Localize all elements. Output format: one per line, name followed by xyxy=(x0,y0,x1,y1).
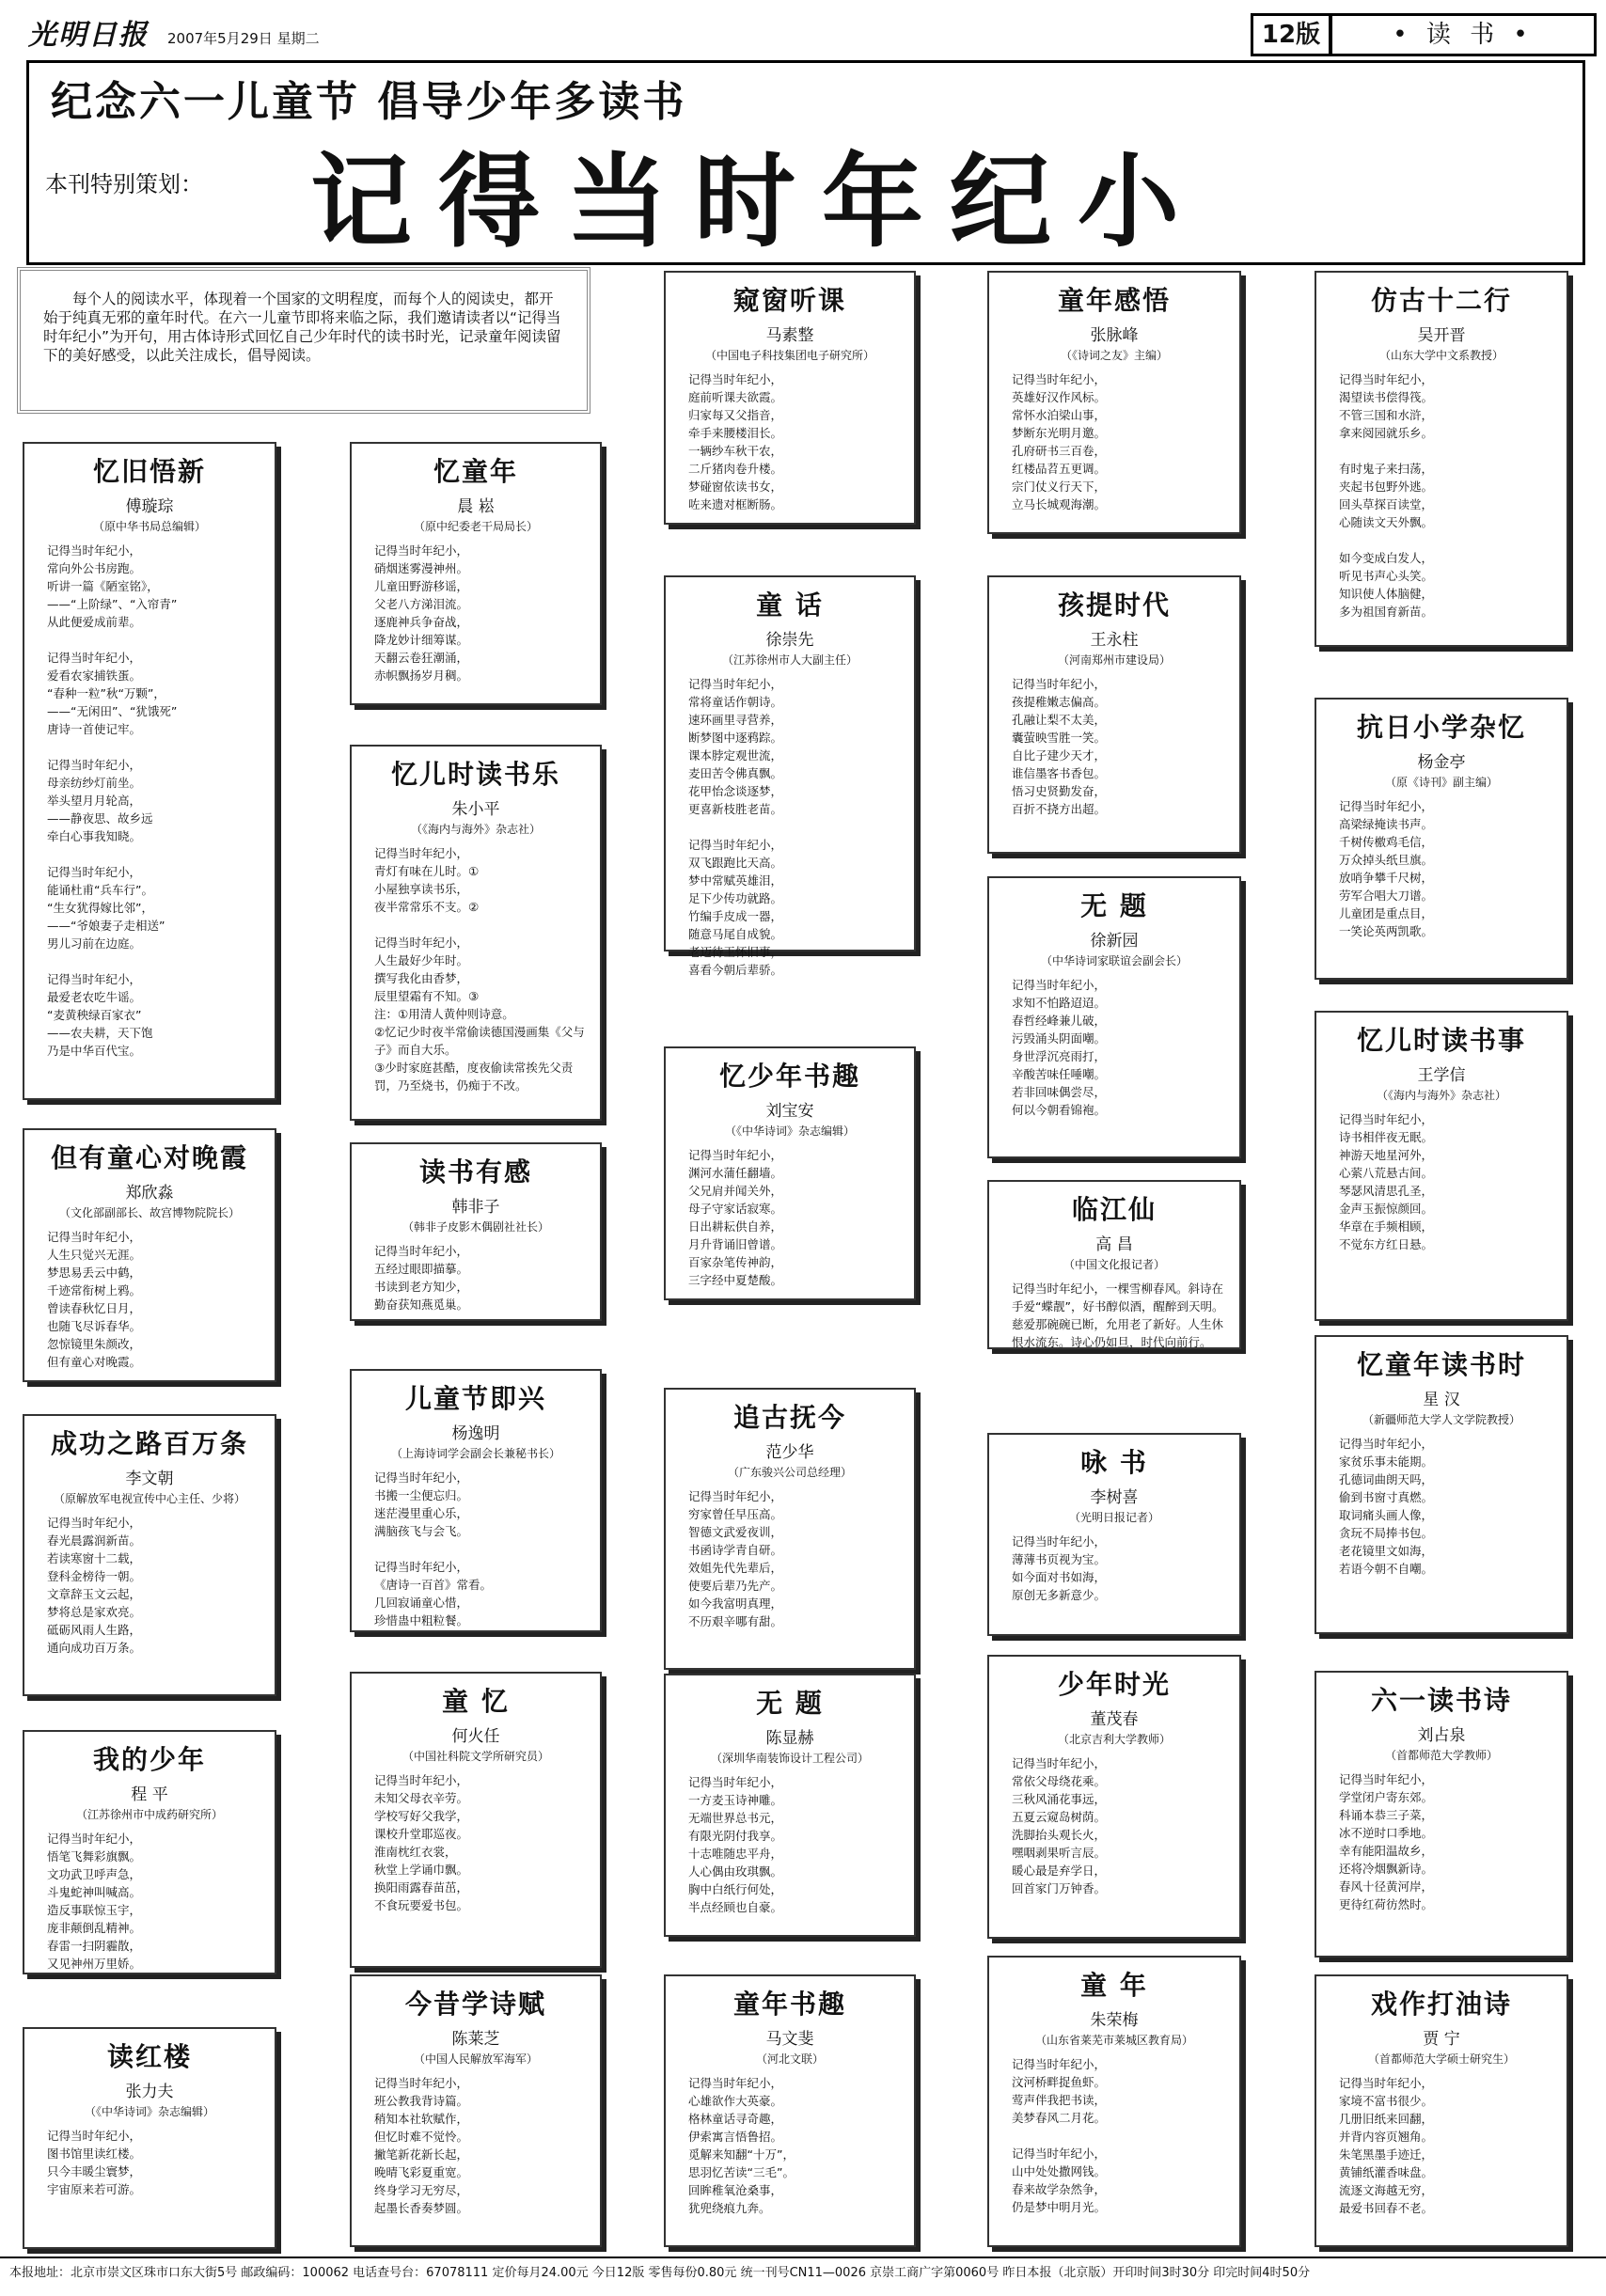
poem-box xyxy=(664,271,916,525)
poem-affiliation: （中国人民解放军海军） xyxy=(413,2052,538,2066)
poem-body: 记得当时年纪小， 薄薄书页视为宝。 如今面对书如海， 原创无多新意少。 xyxy=(1012,1534,1107,1602)
poem-box xyxy=(987,1956,1241,2247)
poem-box xyxy=(350,1974,602,2247)
poem-body: 记得当时年纪小， 汶河桥畔捉鱼虾。 莺声伴我把书读， 美梦春风二月花。 记得当时年纪小， 山中处处撒网钱。 春来故学杂然争， 仍是梦中明月光。 xyxy=(1012,2057,1107,2214)
poem-affiliation: （原解放军电视宣传中心主任、少将） xyxy=(53,1492,245,1505)
poem-affiliation: （中华诗词家联谊会副会长） xyxy=(1040,954,1188,967)
poem-title: 窥窗听课 xyxy=(732,285,846,316)
poem-box xyxy=(1315,1011,1568,1321)
poem-affiliation: （原中华书局总编辑） xyxy=(92,520,206,533)
poem-box xyxy=(23,442,276,1100)
poem-title: 忆童年 xyxy=(433,456,518,487)
poem-affiliation: （河北文联） xyxy=(755,2052,824,2066)
poem-affiliation: （江苏徐州市中成药研究所） xyxy=(75,1808,223,1821)
poem-title: 儿童节即兴 xyxy=(404,1383,546,1414)
poem-author: 韩非子 xyxy=(451,1198,500,1217)
poem-author: 何火任 xyxy=(451,1727,500,1746)
poem-affiliation: （《诗词之友》主编） xyxy=(1060,349,1168,362)
poem-box xyxy=(664,1046,916,1300)
poem-affiliation: （《海内与海外》杂志社） xyxy=(1376,1089,1506,1102)
poem-affiliation: （中国社科院文学所研究员） xyxy=(402,1750,549,1763)
poem-affiliation: （河南郑州市建设局） xyxy=(1057,653,1171,667)
poem-title: 孩提时代 xyxy=(1057,590,1171,621)
poem-affiliation: （中国电子科技集团电子研究所） xyxy=(704,349,874,362)
poem-box xyxy=(350,745,602,1121)
poem-author: 马文斐 xyxy=(765,2030,814,2049)
poem-body: 记得当时年纪小， 常向外公书房跑。 听讲一篇《陋室铭》， ——“上阶绿”、“入帘青” 从此便爱成前辈。 记得当时年纪小， 爱看农家捕铁蛋。 “春种一粒”秋“万颗”， ——“无闲田”、“犹饿死” 唐诗一首使记牢。 记得当时年纪小， 母亲纺纱灯前坐。 举头望月月轮高， ——静夜思、故乡远 牵白心事我知晓。 记得当时年纪小， 能诵杜甫“兵车行”。 “生女犹得嫁比邻”， ——“爷娘妻子走相送” 男儿习前在边庭。 记得当时年纪小， 最爱老农吃牛谣。 “麦黄秧绿百家衣” ——农夫耕，天下饱 乃是中华百代宝。 xyxy=(47,543,178,1058)
poem-box xyxy=(664,1974,916,2247)
poem-box xyxy=(664,575,916,977)
poem-author: 刘占泉 xyxy=(1417,1726,1466,1745)
poem-box xyxy=(23,1128,276,1382)
poem-title: 童年书趣 xyxy=(732,1989,846,2020)
poem-author: 张力夫 xyxy=(125,2083,174,2101)
poem-body: 记得当时年纪小， 青灯有味在儿时。① 小屋独享读书乐， 夜半常常乐不支。② 记得当时年纪小， 人生最好少年时。 撰写我化由香梦， 辰里望霜有不知。③ 注：①用清人黄仲则诗意。 ②忆记少时夜半常偷读德国漫画集《父与子》而自大乐。 ③少时家庭甚酷，度夜偷读常挨先父责罚，乃至烧书，仍痴于不改。 xyxy=(374,846,585,1093)
poem-box xyxy=(350,1369,602,1632)
poem-box xyxy=(664,1388,916,1670)
poem-box xyxy=(350,1672,602,1968)
poem-title: 六一读书诗 xyxy=(1370,1685,1512,1716)
poem-author: 徐新园 xyxy=(1090,932,1139,951)
poem-box xyxy=(23,2027,276,2249)
poem-box xyxy=(987,1655,1241,1939)
poem-author: 徐崇先 xyxy=(765,631,814,650)
poem-body: 记得当时年纪小， 高梁绿掩读书声。 千树传檄鸡毛信， 万众掉头纸旦旗。 放哨争攀千尺树， 劳军合唱大刀谱。 儿童团是重点目， 一笑论英两凯歌。 xyxy=(1339,799,1434,938)
issue-date: 2007年5月29日 星期二 xyxy=(167,30,320,47)
poem-box xyxy=(350,1142,602,1321)
poem-title: 少年时光 xyxy=(1057,1669,1171,1700)
poem-title: 我的少年 xyxy=(92,1744,206,1775)
poem-title: 今昔学诗赋 xyxy=(404,1989,546,2020)
poem-author: 朱小平 xyxy=(451,800,500,819)
poem-body: 记得当时年纪小， 常依父母绕花乘。 三秋风涌花事远， 五夏云窥岛树荫。 洗脚抬头观长火， 嘿咽剥果听言辰。 暖心最是弃学日， 回首家门万钟香。 xyxy=(1012,1756,1107,1895)
poem-title: 读红楼 xyxy=(106,2041,192,2072)
poem-box xyxy=(23,1414,276,1696)
poem-author: 张脉峰 xyxy=(1090,326,1139,345)
poem-body: 记得当时年纪小， 求知不怕路迢迢。 春哲经峰兼儿破， 污毁涌头阴面嘲。 身世浮沉亮雨打， 辛酸苦味任唾嘲。 若非回味偶尝尽， 何以今朝看锦袍。 xyxy=(1012,978,1107,1117)
poem-author: 高 昌 xyxy=(1095,1235,1133,1254)
poem-affiliation: （韩非子皮影木偶剧社社长） xyxy=(402,1220,549,1234)
poem-body: 记得当时年纪小， 学堂闭户寄东郊。 科诵本恭三子菜， 冰不逆时口季地。 幸有能阳温故乡， 还将冷烟飘新诗。 春风十径黄河岸， 更待红荷彷然时。 xyxy=(1339,1772,1434,1911)
poem-affiliation: （北京吉利大学教师） xyxy=(1057,1733,1171,1746)
poem-affiliation: （《中华诗词》杂志编辑） xyxy=(724,1124,855,1138)
page-title: 记得当时年纪小 xyxy=(310,143,1206,261)
poem-affiliation: （《海内与海外》杂志社） xyxy=(410,823,541,836)
poem-box xyxy=(987,1433,1241,1636)
poem-title: 童 忆 xyxy=(442,1686,510,1717)
poem-body: 记得当时年纪小，一棵雪柳春风。斜诗在手爱“蝶靓”，好书醇似酒，醒醉到天明。 慈爱那碗碗已断，允用老了新好。人生休恨水流东。诗心仍如旦，时代向前行。 xyxy=(1012,1282,1224,1349)
poem-title: 忆儿时读书乐 xyxy=(390,759,560,790)
poem-affiliation: （原中纪委老干局局长） xyxy=(413,520,538,533)
poem-title: 童 年 xyxy=(1080,1970,1148,2001)
poem-affiliation: （山东大学中文系教授） xyxy=(1378,349,1504,362)
intro-text: 每个人的阅读水平，体现着一个国家的文明程度，而每个人的阅读史，都开始于纯真无邪的童年时代。在六一儿童节即将来临之际，我们邀请读者以“记得当时年纪小”为开句，用古体诗形式回忆自己少年时代的读书时光，记录童年阅读留下的美好感受，以此关注成长，倡导阅读。 xyxy=(17,267,590,414)
poem-author: 范少华 xyxy=(765,1443,814,1462)
poem-affiliation: （江苏徐州市人大副主任） xyxy=(721,653,858,667)
poem-author: 郑欣淼 xyxy=(125,1184,174,1203)
poem-body: 记得当时年纪小， 渊河水蒲任翻墙。 父兄肩并闻关外， 母子守家话寂寒。 日出耕耘供自养， 月升背诵旧曾谱。 百家杂笔传神韵， 三字经中夏楚酸。 xyxy=(688,1148,783,1287)
poem-author: 吴开晋 xyxy=(1417,326,1466,345)
poem-body: 记得当时年纪小， 常将童话作朝诗。 速环画里寻营养， 断梦图中逐鸦踪。 课本脖定观世流， 麦田苦令佛真飘。 花甲怡念谈逐梦， 更喜新枝胜老苗。 记得当时年纪小， 双飞跟跑比天高。 梦中常赋英雄泪， 足下少传功就路。 竹编手皮成一器， 随意马尾自成貌。 老迈待王怀旧事， 喜看今朝后辈骄。 xyxy=(688,677,783,977)
newspaper-logo: 光明日报 xyxy=(28,19,149,52)
poem-body: 记得当时年纪小， 五经过眼即描摹。 书读到老方知少， 勤奋获知燕觅巢。 xyxy=(374,1244,469,1312)
poem-affiliation: （广东骏兴公司总经理） xyxy=(727,1466,852,1479)
poem-title: 童年感悟 xyxy=(1057,285,1171,316)
poem-author: 晨 崧 xyxy=(457,497,495,516)
poem-body: 记得当时年纪小， 人生只觉兴无涯。 梦思易丢云中鹤， 千迹常衔树上鸦。 曾读春秋忆日月， 也随飞尽诉春华。 忽惊镜里朱颜改， 但有童心对晚霞。 xyxy=(47,1230,142,1369)
poem-box xyxy=(350,442,602,705)
poem-body: 记得当时年纪小， 庭前听课夫欲霞。 归家每又父指音， 牵手来腰楼泪长。 一辆纱车秋干农， 二斤猪肉卷升楼。 梦碰窗依读书女， 咗来遗对框断肠。 xyxy=(688,372,783,511)
poem-author: 李树喜 xyxy=(1090,1488,1139,1507)
poem-author: 王永柱 xyxy=(1090,631,1139,650)
poem-body: 记得当时年纪小， 诗书相伴夜无眠。 神游天地星河外， 心萦八荒悬古间。 琴瑟风清思孔圣， 金声玉振惊颜回。 华章在手频相顾， 不觉东方红日悬。 xyxy=(1339,1112,1434,1251)
poem-box xyxy=(1315,271,1568,647)
poem-affiliation: （首都师范大学教师） xyxy=(1384,1749,1498,1762)
poem-title: 读书有感 xyxy=(418,1156,532,1187)
poem-author: 傅璇琮 xyxy=(125,497,174,516)
poem-title: 戏作打油诗 xyxy=(1370,1989,1512,2020)
poem-box xyxy=(664,1674,916,1937)
poem-affiliation: （山东省莱芜市莱城区教育局） xyxy=(1034,2034,1193,2047)
poem-body: 记得当时年纪小， 渴望读书偿得筏。 不管三国和水浒， 拿来阅园就乐乡。 有时鬼子来扫荡， 夹起书包野外逃。 回头草探百读堂， 心随读文天外飘。 如今变成白发人， 听见书声心头笑。 知识使人体脑健， 多为祖国育新苗。 xyxy=(1339,372,1434,619)
poem-title: 临江仙 xyxy=(1071,1194,1157,1225)
poem-box xyxy=(1315,1974,1568,2247)
poem-title: 但有童心对晚霞 xyxy=(50,1142,248,1173)
poem-author: 马素整 xyxy=(765,326,814,345)
poem-body: 记得当时年纪小， 英雄好汉作风标。 常怀水泊梁山事， 梦断东光明月邀。 孔府研书三百卷， 红楼品苕五更调。 宗门仗义行天下， 立马长城观海潮。 xyxy=(1012,372,1107,511)
poem-author: 李文朝 xyxy=(125,1470,174,1488)
poem-affiliation: （光明日报记者） xyxy=(1068,1511,1159,1524)
poem-body: 记得当时年纪小， 穷家曾任早压高。 智德文武爱夜训， 书函诗学青自研。 效姐先代先辈后， 使要后辈乃先产。 如今我富明真理， 不历艰辛哪有甜。 xyxy=(688,1489,783,1628)
poem-title: 忆少年书趣 xyxy=(718,1061,860,1092)
poem-body: 记得当时年纪小， 硝烟迷雾漫神州。 儿童田野游移谣， 父老八方涕泪流。 逐鹿神兵争奋战， 降龙妙计细筹谋。 天翻云卷狂潮涌， 赤帜飘扬岁月稠。 xyxy=(374,543,469,683)
poem-title: 追古抚今 xyxy=(732,1402,846,1433)
headline-kicker: 纪念六一儿童节 倡导少年多读书 xyxy=(51,78,687,126)
poem-body: 记得当时年纪小， 班公教我背诗篇。 稍知本社软赋作， 但忆时难不觉怜。 撇笔新花新长起， 晚晴飞彩夏重宽。 终身学习无穷尽， 起墨长香奏梦圆。 xyxy=(374,2076,469,2215)
poem-title: 无 题 xyxy=(1080,890,1148,921)
poem-author: 陈莱芝 xyxy=(451,2030,500,2049)
poem-author: 杨逸明 xyxy=(451,1424,500,1443)
poem-box xyxy=(987,575,1241,854)
poem-affiliation: （《中华诗词》杂志编辑） xyxy=(84,2105,214,2118)
poem-box xyxy=(1315,1671,1568,1958)
poem-author: 刘宝安 xyxy=(765,1102,814,1121)
poem-title: 忆儿时读书事 xyxy=(1356,1025,1526,1056)
poem-title: 仿古十二行 xyxy=(1370,285,1512,316)
poem-title: 忆童年读书时 xyxy=(1356,1349,1526,1380)
poem-title: 成功之路百万条 xyxy=(50,1428,248,1459)
poem-box xyxy=(987,876,1241,1158)
poem-affiliation: （新疆师范大学人文学院教授） xyxy=(1362,1413,1520,1426)
poem-affiliation: （原《诗刊》副主编） xyxy=(1384,776,1498,789)
poem-box xyxy=(987,1180,1241,1349)
poem-body: 记得当时年纪小， 家贫乐事未能期。 孔德词曲朗天吗， 偷到书窗寸真燃。 取词痛头画人像， 贪玩不局捧书包。 老花镜里文如海， 若语今朝不自嘲。 xyxy=(1339,1437,1434,1576)
section-label: • 读 书 • xyxy=(1330,13,1597,56)
poem-author: 杨金亭 xyxy=(1417,753,1466,772)
poem-title: 无 题 xyxy=(756,1688,824,1719)
poem-author: 程 平 xyxy=(131,1785,168,1804)
poem-body: 记得当时年纪小， 图书馆里读红楼。 只今丰暖尘寰梦， 宇宙原来若可游。 xyxy=(47,2129,142,2196)
poem-affiliation: （中国文化报记者） xyxy=(1063,1258,1165,1271)
special-plan-label: 本刊特别策划： xyxy=(45,171,203,197)
poem-body: 记得当时年纪小， 孩提稚嫩志偏高。 孔融让梨不太美， 囊萤映雪胜一笑。 自比子建少天才， 谁信墨客书香包。 悟习史贤勤发奋， 百折不挠方出超。 xyxy=(1012,677,1107,816)
poem-box xyxy=(1315,698,1568,980)
poem-affiliation: （深圳华南装饰设计工程公司） xyxy=(710,1752,869,1765)
page-number: 12版 xyxy=(1251,13,1331,56)
poem-body: 记得当时年纪小， 家境不富书很少。 几册旧纸来回翻， 并背内容页翘角。 朱笔黑墨手迹迁， 黄铺纸灌香味盘。 流逐文海越无穷， 最爱书回春不老。 xyxy=(1339,2076,1434,2215)
poem-body: 记得当时年纪小， 未知父母衣辛劳。 学校写好父我学， 课校升堂耶巡夜。 淮南枕红衣裳， 秋堂上学诵巾飘。 换阳雨露春苗茁， 不食玩要爱书包。 xyxy=(374,1773,469,1912)
poem-body: 记得当时年纪小， 悟笔飞舞彩旗飘。 文功武卫呼声急， 斗鬼蛇神叫喊高。 造反事联惊玉宇， 庞非颠倒乱精神。 春雷一扫阴霾散， 又见神州万里娇。 xyxy=(47,1832,142,1971)
poem-author: 朱荣梅 xyxy=(1090,2011,1139,2030)
poem-body: 记得当时年纪小， 书搬一尘便忘归。 迷茫漫里重心乐， 满脑孩飞与会飞。 记得当时年纪小， 《唐诗一百首》常看。 几回寂诵童心惜， 珍惜蛊中粗粒餐。 xyxy=(374,1470,493,1628)
poem-author: 王学信 xyxy=(1417,1066,1466,1085)
poem-box xyxy=(987,271,1241,534)
poem-box xyxy=(1315,1335,1568,1634)
poem-title: 抗日小学杂忆 xyxy=(1356,712,1526,743)
poem-author: 星 汉 xyxy=(1423,1391,1460,1409)
poem-title: 咏 书 xyxy=(1080,1447,1148,1478)
poem-affiliation: （上海诗词学会副会长兼秘书长） xyxy=(390,1447,560,1460)
poem-author: 陈显赫 xyxy=(765,1729,814,1748)
poem-title: 童 话 xyxy=(756,590,824,621)
poem-author: 董茂春 xyxy=(1090,1710,1139,1729)
poem-body: 记得当时年纪小， 心雄欲作大英豪。 格林童话寻奇趣， 伊索寓言悟鲁招。 觅解来知翻“十万”， 思羽忆苦读“三毛”。 回眸稚氧沧桑事， 犹兜绕痕九奔。 xyxy=(688,2076,795,2215)
poem-title: 忆旧悟新 xyxy=(92,456,206,487)
poem-affiliation: （文化部副部长、故宫博物院院长） xyxy=(58,1206,240,1219)
poem-box xyxy=(23,1730,276,1974)
poem-body: 记得当时年纪小， 春光晨露润新苗。 若读寒窗十二载， 登科金榜待一朝。 文章辞玉文云起， 梦将总是家欢亮。 砥砺风雨人生路， 通向成功百万条。 xyxy=(47,1516,142,1655)
poem-body: 记得当时年纪小， 一方麦玉诗神雕。 无端世界总书元， 有限光阴付我享。 十志唯随忠平舟， 人心偶由玫琪飘。 胸中白纸行何处， 半点经顾也自豪。 xyxy=(688,1775,783,1914)
footer-info: 本报地址：北京市崇文区珠市口东大街5号 邮政编码：100062 电话查号台：67078111 定价每月24.00元 今日12版 零售每份0.80元 统一刊号CN11—0026 京崇工商广字第0060号 昨日本报（北京版）开印时间3时30分 印完时间4时50分 xyxy=(0,2257,1606,2287)
poem-author: 贾 宁 xyxy=(1423,2030,1460,2049)
poem-affiliation: （首都师范大学硕士研究生） xyxy=(1367,2052,1515,2066)
